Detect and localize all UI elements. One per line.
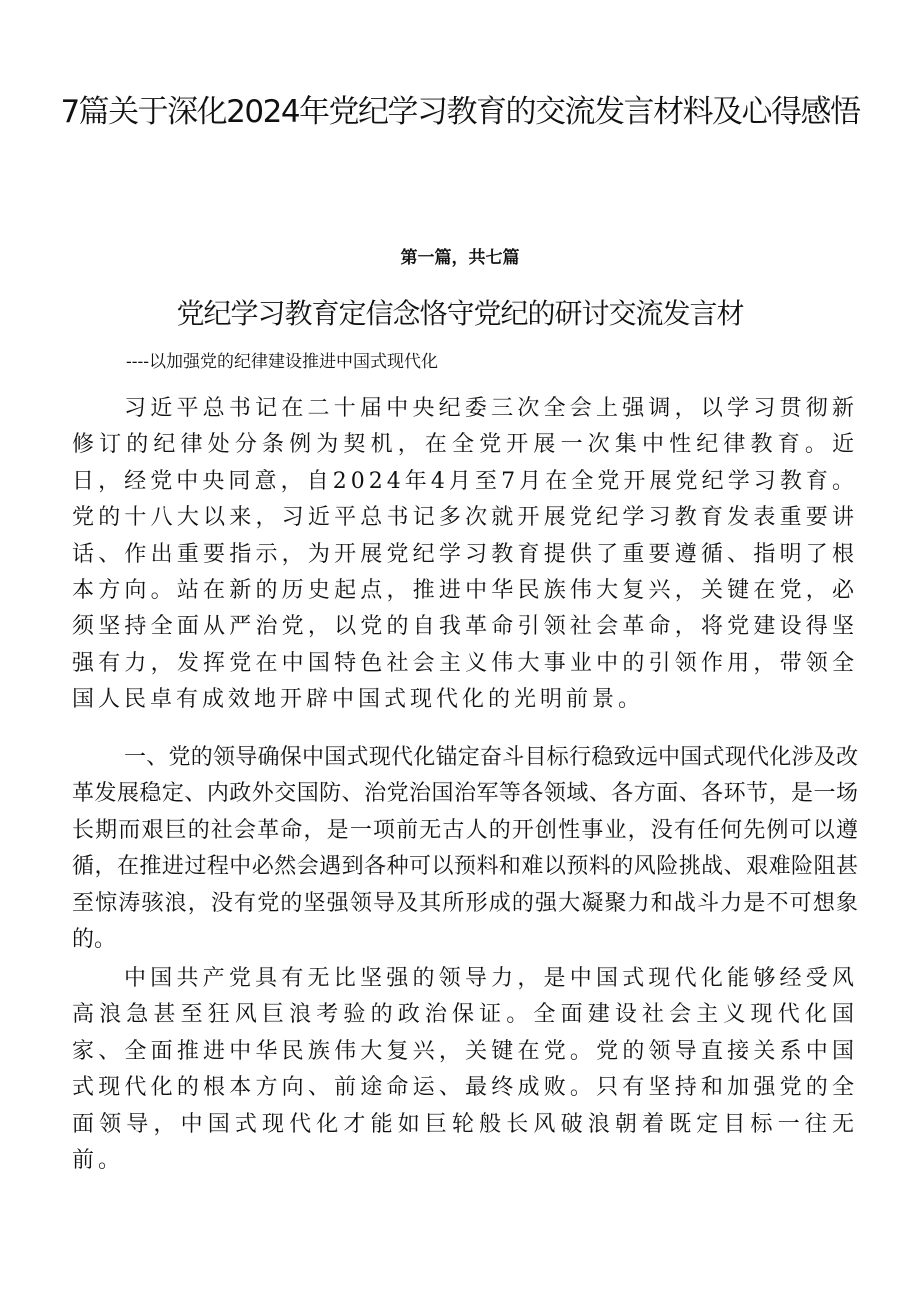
section-title: 党纪学习教育定信念恪守党纪的研讨交流发言材 bbox=[176, 297, 744, 330]
body-paragraph-2: 一、党的领导确保中国式现代化锚定奋斗目标行稳致远中国式现代化涉及改革发展稳定、内政外交国防、治党治国治军等各领域、各方面、各环节，是一场长期而艰巨的社会革命，是一项前无古人的开创性事业，没有任何先例可以遵循，在推进过程中必然会遇到各种可以预料和难以预料的风险挑战、艰难险阻甚至惊涛骇浪，没有党的坚强领导及其所形成的强大凝聚力和战斗力是不可想象的。 bbox=[72, 745, 858, 953]
part-label: 第一篇，共七篇 bbox=[400, 248, 520, 268]
body-paragraph-1: 习近平总书记在二十届中央纪委三次全会上强调，以学习贯彻新修订的纪律处分条例为契机，在全党开展一次集中性纪律教育。近日，经党中央同意，自2024年4月至7月在全党开展党纪学习教育。党的十八大以来，习近平总书记多次就开展党纪学习教育发表重要讲话、作出重要指示，为开展党纪学习教育提供了重要遵循、指明了根本方向。站在新的历史起点，推进中华民族伟大复兴，关键在党，必须坚持全面从严治党，以党的自我革命引领社会革命，将党建设得坚强有力，发挥党在中国特色社会主义伟大事业中的引领作用，带领全国人民卓有成效地开辟中国式现代化的光明前景。 bbox=[72, 396, 858, 713]
section-subtitle: ----以加强党的纪律建设推进中国式现代化 bbox=[126, 352, 438, 372]
body-paragraph-3: 中国共产党具有无比坚强的领导力，是中国式现代化能够经受风高浪急甚至狂风巨浪考验的政治保证。全面建设社会主义现代化国家、全面推进中华民族伟大复兴，关键在党。党的领导直接关系中国式现代化的根本方向、前途命运、最终成败。只有坚持和加强党的全面领导，中国式现代化才能如巨轮般长风破浪朝着既定目标一往无前。 bbox=[72, 966, 858, 1174]
document-title: 7篇关于深化2024年党纪学习教育的交流发言材料及心得感悟 bbox=[60, 94, 860, 130]
